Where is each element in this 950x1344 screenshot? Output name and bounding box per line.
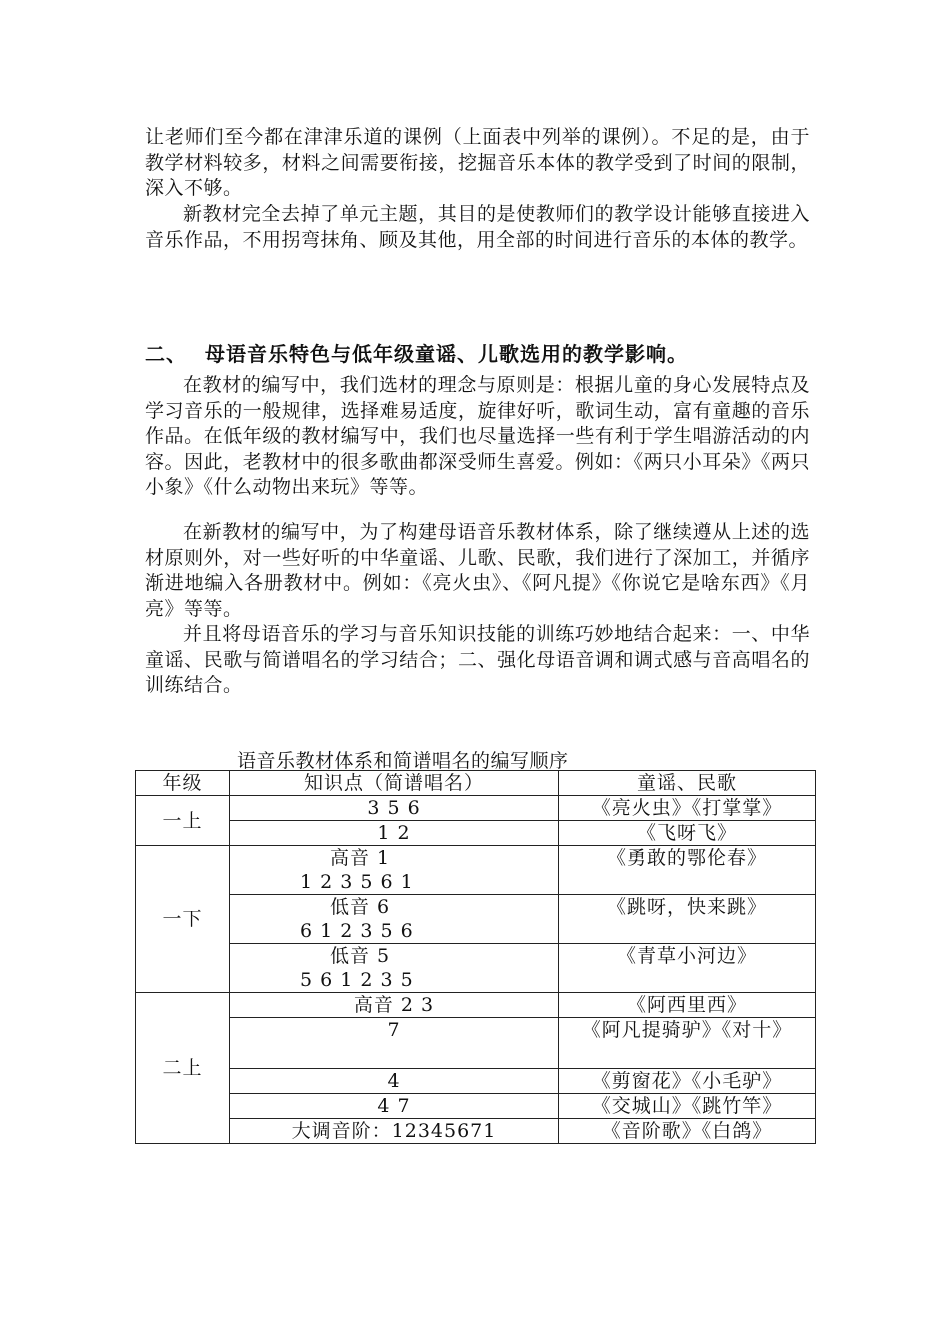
- knowledge-cell: [230, 846, 559, 895]
- table-row: [136, 1119, 816, 1144]
- knowledge-line: 高音 1: [330, 847, 391, 869]
- songs-cell: 《亮火虫》《打掌掌》: [559, 796, 816, 821]
- paragraph-new-edition: 在新教材的编写中，为了构建母语音乐教材体系，除了继续遵从上述的选材原则外，对一些好听的中华童谣、儿歌、民歌，我们进行了深加工，并循序渐进地编入各册教材中。例如：《亮火虫》、《阿凡提》《你说它是啥东西》《月亮》等等。: [145, 521, 810, 620]
- songs-cell: 《跳呀，快来跳》: [559, 895, 816, 944]
- table-row: [136, 796, 816, 821]
- grade-cell: 一上: [136, 796, 230, 846]
- songs-cell: 《勇敢的鄂伦春》: [559, 846, 816, 895]
- knowledge-cell: 7: [230, 1018, 559, 1069]
- knowledge-cell: 4: [230, 1069, 559, 1094]
- knowledge-cell: 大调音阶：12345671: [230, 1119, 559, 1144]
- knowledge-cell: 4 7: [230, 1094, 559, 1119]
- header-grade: 年级: [136, 771, 230, 796]
- table-row: [136, 993, 816, 1018]
- table-row: [136, 846, 816, 895]
- songs-cell: 《青草小河边》: [559, 944, 816, 993]
- paragraph-new-textbook: 新教材完全去掉了单元主题，其目的是使教师们的教学设计能够直接进入音乐作品，不用拐弯抹角、顾及其他，用全部的时间进行音乐的本体的教学。: [145, 203, 810, 251]
- header-songs: 童谣、民歌: [559, 771, 816, 796]
- section-heading: [145, 338, 688, 367]
- songs-cell: 《阿西里西》: [559, 993, 816, 1018]
- section-number: 二、: [145, 342, 187, 366]
- knowledge-line: 低音 5: [330, 945, 391, 967]
- knowledge-line: 5 6 1 2 3 5: [300, 969, 414, 991]
- songs-cell: 《音阶歌》《白鸽》: [559, 1119, 816, 1144]
- table-row: [136, 895, 816, 944]
- table-row: [136, 1094, 816, 1119]
- knowledge-cell: 高音 2 3: [230, 993, 559, 1018]
- grade-cell: 二上: [136, 993, 230, 1144]
- songs-cell: 《交城山》《跳竹竿》: [559, 1094, 816, 1119]
- section-title: 母语音乐特色与低年级童谣、儿歌选用的教学影响。: [205, 342, 688, 366]
- knowledge-cell: 3 5 6: [230, 796, 559, 821]
- header-knowledge: 知识点（简谱唱名）: [230, 771, 559, 796]
- songs-cell: 《飞呀飞》: [559, 821, 816, 846]
- table-row: [136, 944, 816, 993]
- paragraph-combination: 并且将母语音乐的学习与音乐知识技能的训练巧妙地结合起来：一、中华童谣、民歌与简谱唱名的学习结合；二、强化母语音调和调式感与音高唱名的训练结合。: [145, 623, 810, 696]
- grade-cell: 一下: [136, 846, 230, 993]
- table-caption: 语音乐教材体系和简谱唱名的编写顺序: [237, 750, 569, 772]
- songs-cell: 《剪窗花》《小毛驴》: [559, 1069, 816, 1094]
- table-header-row: [136, 771, 816, 796]
- paragraph-selection-principles: 在教材的编写中，我们选材的理念与原则是：根据儿童的身心发展特点及学习音乐的一般规律，选择难易适度，旋律好听，歌词生动，富有童趣的音乐作品。在低年级的教材编写中，我们也尽量选择一些有利于学生唱游活动的内容。因此，老教材中的很多歌曲都深受师生喜爱。例如：《两只小耳朵》《两只小象》《什么动物出来玩》等等。: [145, 374, 810, 498]
- table-row: [136, 1018, 816, 1069]
- knowledge-line: 1 2 3 5 6 1: [300, 871, 414, 893]
- knowledge-cell: [230, 895, 559, 944]
- songs-cell: 《阿凡提骑驴》《对十》: [559, 1018, 816, 1069]
- paragraph-continuation: 让老师们至今都在津津乐道的课例（上面表中列举的课例）。不足的是，由于教学材料较多，材料之间需要衔接，挖掘音乐本体的教学受到了时间的限制，深入不够。: [145, 126, 810, 199]
- knowledge-line: 6 1 2 3 5 6: [300, 920, 414, 942]
- curriculum-table: [135, 770, 816, 1144]
- table-row: [136, 821, 816, 846]
- knowledge-cell: 1 2: [230, 821, 559, 846]
- knowledge-line: 低音 6: [330, 896, 391, 918]
- knowledge-cell: [230, 944, 559, 993]
- table-row: [136, 1069, 816, 1094]
